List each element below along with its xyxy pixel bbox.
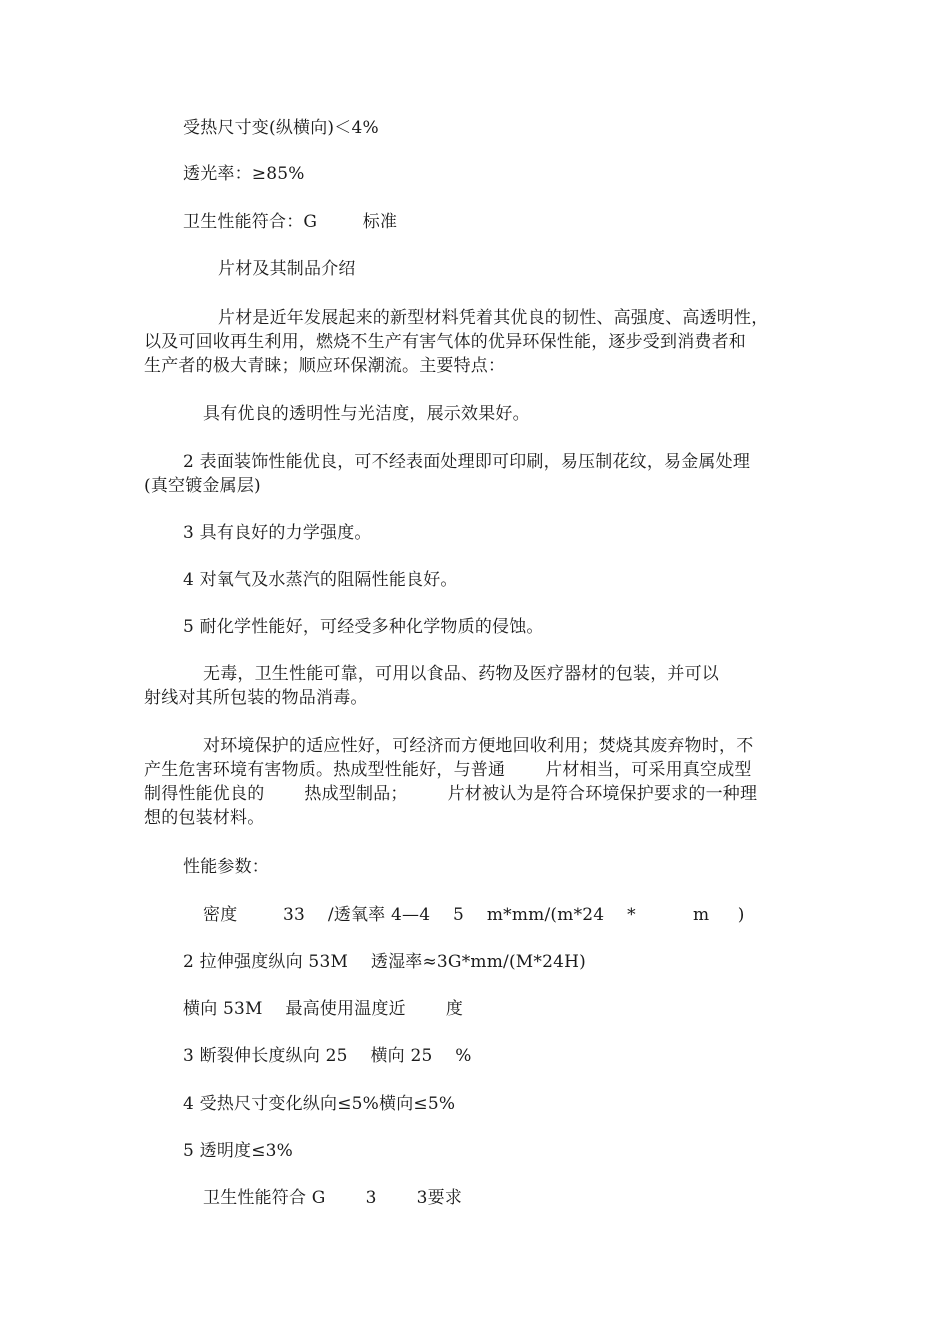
text-line: 片材是近年发展起来的新型材料凭着其优良的韧性、高强度、高透明性， [218,308,769,328]
feature-item-cont: (真空镀金属层) [144,476,261,496]
param-line: 密度 33 /透氧率 4—4 5 m*mm/(m*24 * m ) [203,905,745,925]
feature-item-cont: 射线对其所包装的物品消毒。 [144,688,368,708]
feature-item: 具有优良的透明性与光洁度，展示效果好。 [203,404,530,424]
text-line: 以及可回收再生利用，燃烧不生产有害气体的优异环保性能，逐步受到消费者和 [144,332,746,352]
param-line: 3 断裂伸长度纵向 25 横向 25 % [183,1046,472,1066]
param-line: 横向 53M 最高使用温度近 度 [183,999,464,1019]
param-line: 卫生性能符合 G 3 3要求 [203,1188,463,1208]
feature-item: 2 表面装饰性能优良，可不经表面处理即可印刷，易压制花纹，易金属处理 [183,452,751,472]
feature-item: 4 对氧气及水蒸汽的阻隔性能良好。 [183,570,458,590]
section-heading: 片材及其制品介绍 [218,259,356,279]
text-line: 想的包装材料。 [144,808,265,828]
text-line: 卫生性能符合：G 标准 [183,212,398,232]
param-line: 4 受热尺寸变化纵向≤5%横向≤5% [183,1094,456,1114]
text-line: 生产者的极大青睐；顺应环保潮流。主要特点： [144,356,506,376]
param-line: 5 透明度≤3% [183,1141,294,1161]
feature-item: 3 具有良好的力学强度。 [183,523,372,543]
text-line: 透光率：≥85% [183,164,305,184]
text-line: 制得性能优良的 热成型制品； 片材被认为是符合环境保护要求的一种理 [144,784,758,804]
param-line: 2 拉伸强度纵向 53M 透湿率≈3G*mm/(M*24H) [183,952,587,972]
text-line: 产生危害环境有害物质。热成型性能好，与普通 片材相当，可采用真空成型 [144,760,752,780]
feature-item: 无毒，卫生性能可靠，可用以食品、药物及医疗器材的包装，并可以 [203,664,719,684]
feature-item: 5 耐化学性能好，可经受多种化学物质的侵蚀。 [183,617,544,637]
text-line: 对环境保护的适应性好，可经济而方便地回收利用；焚烧其废弃物时，不 [203,736,754,756]
params-title: 性能参数： [183,857,269,877]
text-line: 受热尺寸变(纵横向)＜4% [183,118,379,138]
